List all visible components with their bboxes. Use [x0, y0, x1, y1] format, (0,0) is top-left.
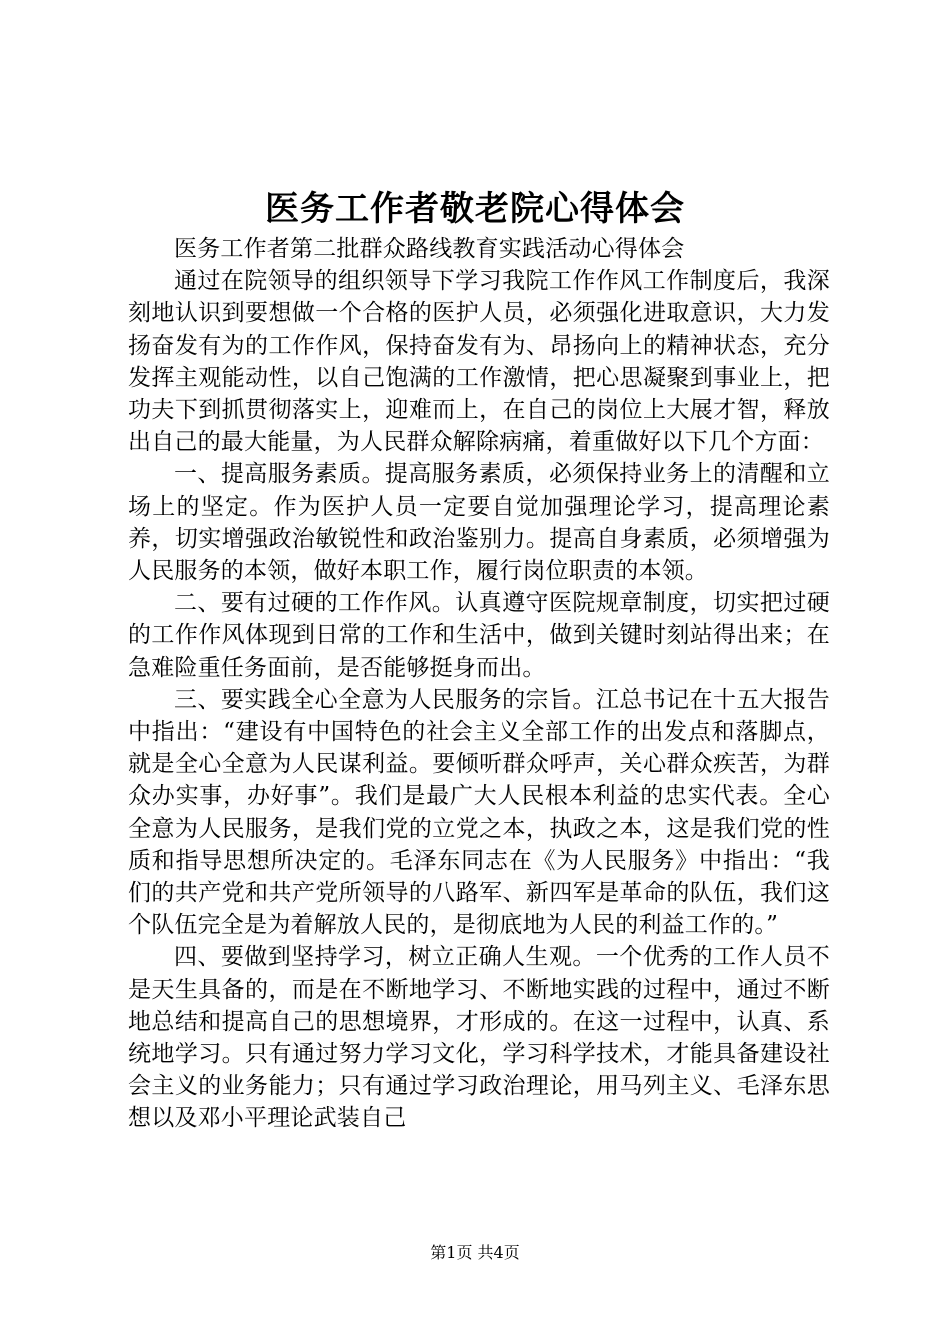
intro-paragraph: 通过在院领导的组织领导下学习我院工作作风工作制度后，我深刻地认识到要想做一个合格的医护人员，必须强化进取意识，大力发扬奋发有为的工作作风，保持奋发有为、昂扬向上的精神状态，充分发挥主观能动性，以自己饱满的工作激情，把心思凝聚到事业上，把功夫下到抓贯彻落实上，迎难而上，在自己的岗位上大展才智，释放出自己的最大能量，为人民群众解除病痛，着重做好以下几个方面： [128, 268, 830, 456]
section-four-paragraph: 四、要做到坚持学习，树立正确人生观。一个优秀的工作人员不是天生具备的，而是在不断地学习、不断地实践的过程中，通过不断地总结和提高自己的思想境界，才形成的。在这一过程中，认真、系统地学习。只有通过努力学习文化，学习科学技术，才能具备建设社会主义的业务能力；只有通过学习政治理论，用马列主义、毛泽东思想以及邓小平理论武装自己 [128, 944, 830, 1132]
section-one-paragraph: 一、提高服务素质。提高服务素质，必须保持业务上的清醒和立场上的坚定。作为医护人员一定要自觉加强理论学习，提高理论素养，切实增强政治敏锐性和政治鉴别力。提高自身素质，必须增强为人民服务的本领，做好本职工作，履行岗位职责的本领。 [128, 461, 830, 585]
section-two-paragraph: 二、要有过硬的工作作风。认真遵守医院规章制度，切实把过硬的工作作风体现到日常的工作和生活中，做到关键时刻站得出来；在急难险重任务面前，是否能够挺身而出。 [128, 590, 830, 681]
document-title: 医务工作者敬老院心得体会 [265, 189, 685, 229]
subtitle-paragraph: 医务工作者第二批群众路线教育实践活动心得体会 [174, 236, 685, 262]
document-body [128, 233, 830, 1135]
section-three-paragraph: 三、要实践全心全意为人民服务的宗旨。江总书记在十五大报告中指出：“建设有中国特色的社会主义全部工作的出发点和落脚点，就是全心全意为人民谋利益。要倾听群众呼声，关心群众疾苦，为群众办实事，办好事”。我们是最广大人民根本利益的忠实代表。全心全意为人民服务，是我们党的立党之本，执政之本，这是我们党的性质和指导思想所决定的。毛泽东同志在《为人民服务》中指出：“我们的共产党和共产党所领导的八路军、新四军是革命的队伍，我们这个队伍完全是为着解放人民的，是彻底地为人民的利益工作的。” [128, 686, 830, 939]
page-footer: 第1页 共4页 [430, 1243, 520, 1262]
